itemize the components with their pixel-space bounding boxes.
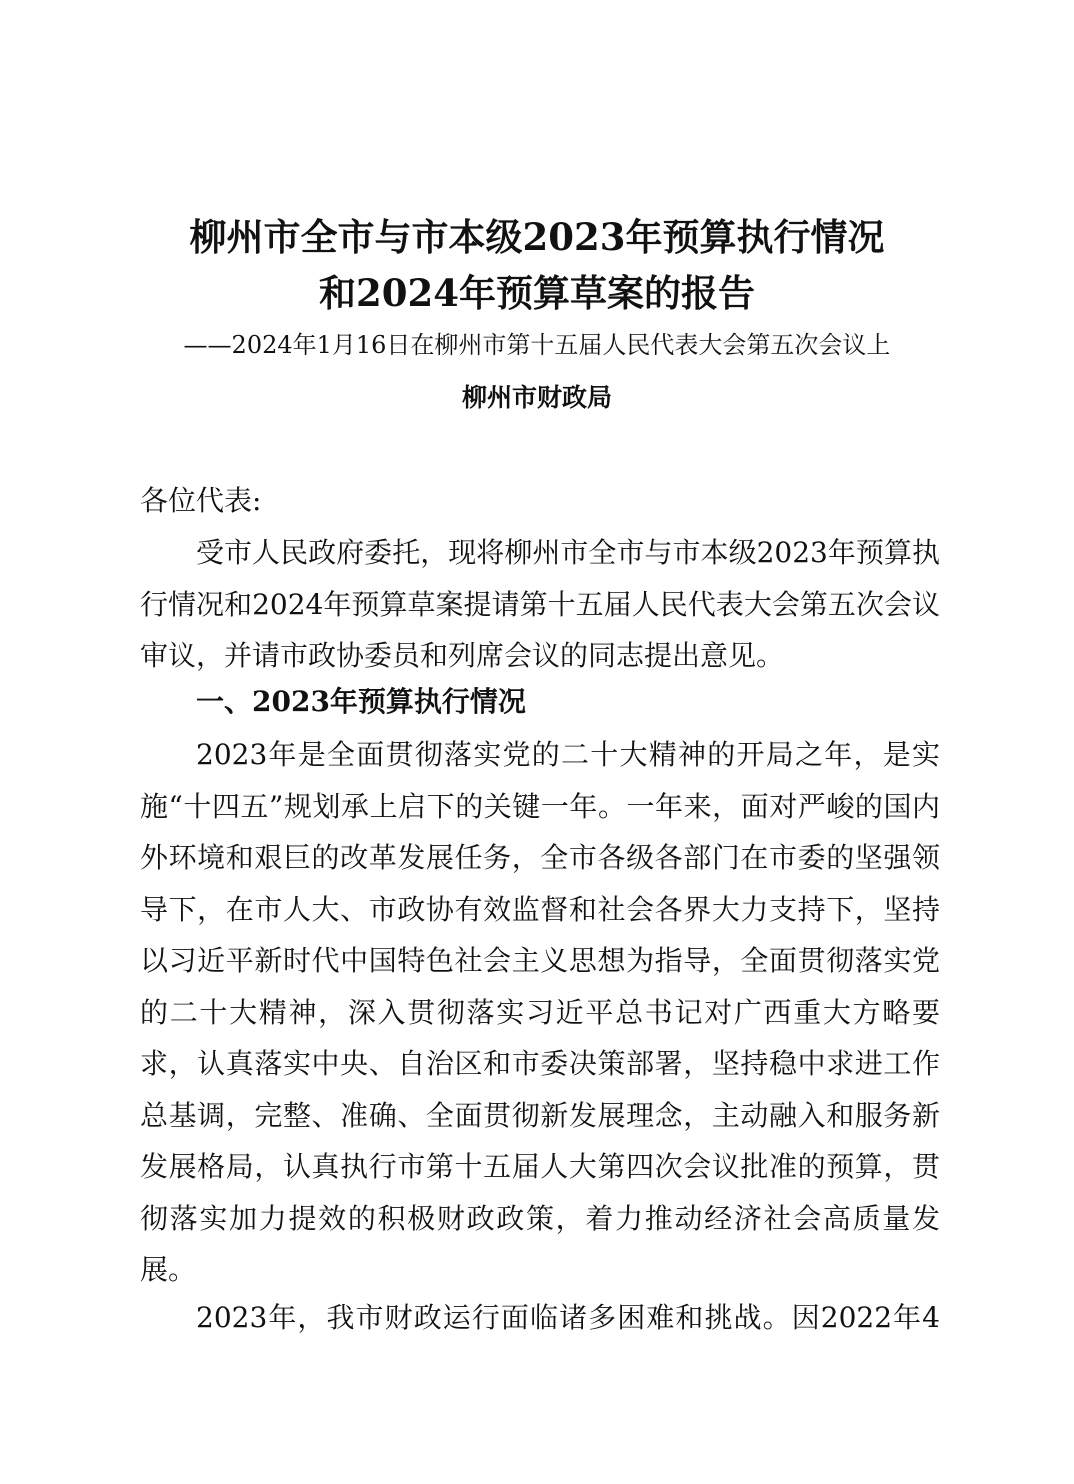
report-title-line-2: 和2024年预算草案的报告	[319, 271, 755, 315]
body-paragraph-2023-challenges: 2023年，我市财政运行面临诸多困难和挑战。因2022年4	[196, 1301, 940, 1334]
intro-paragraph: 受市人民政府委托，现将柳州市全市与市本级2023年预算执行情况和2024年预算草案提请第十五届人民代表大会第五次会议审议，并请市政协委员和列席会议的同志提出意见。	[140, 536, 940, 672]
salutation: 各位代表:	[140, 484, 262, 517]
body-paragraph-2023-overview: 2023年是全面贯彻落实党的二十大精神的开局之年，是实施“十四五”规划承上启下的关键一年。一年来，面对严峻的国内外环境和艰巨的改革发展任务，全市各级各部门在市委的坚强领导下，在市人大、市政协有效监督和社会各界大力支持下，坚持以习近平新时代中国特色社会主义思想为指导，全面贯彻落实党的二十大精神，深入贯彻落实习近平总书记对广西重大方略要求，认真落实中央、自治区和市委决策部署，坚持稳中求进工作总基调，完整、准确、全面贯彻新发展理念，主动融入和服务新发展格局，认真执行市第十五届人大第四次会议批准的预算，贯彻落实加力提效的积极财政政策，着力推动经济社会高质量发展。	[140, 738, 940, 1286]
report-author: 柳州市财政局	[461, 383, 612, 412]
section-heading-1: 一、2023年预算执行情况	[196, 685, 526, 718]
report-title-line-1: 柳州市全市与市本级2023年预算执行情况	[189, 215, 885, 259]
report-subtitle: ——2024年1月16日在柳州市第十五届人民代表大会第五次会议上	[183, 331, 891, 359]
